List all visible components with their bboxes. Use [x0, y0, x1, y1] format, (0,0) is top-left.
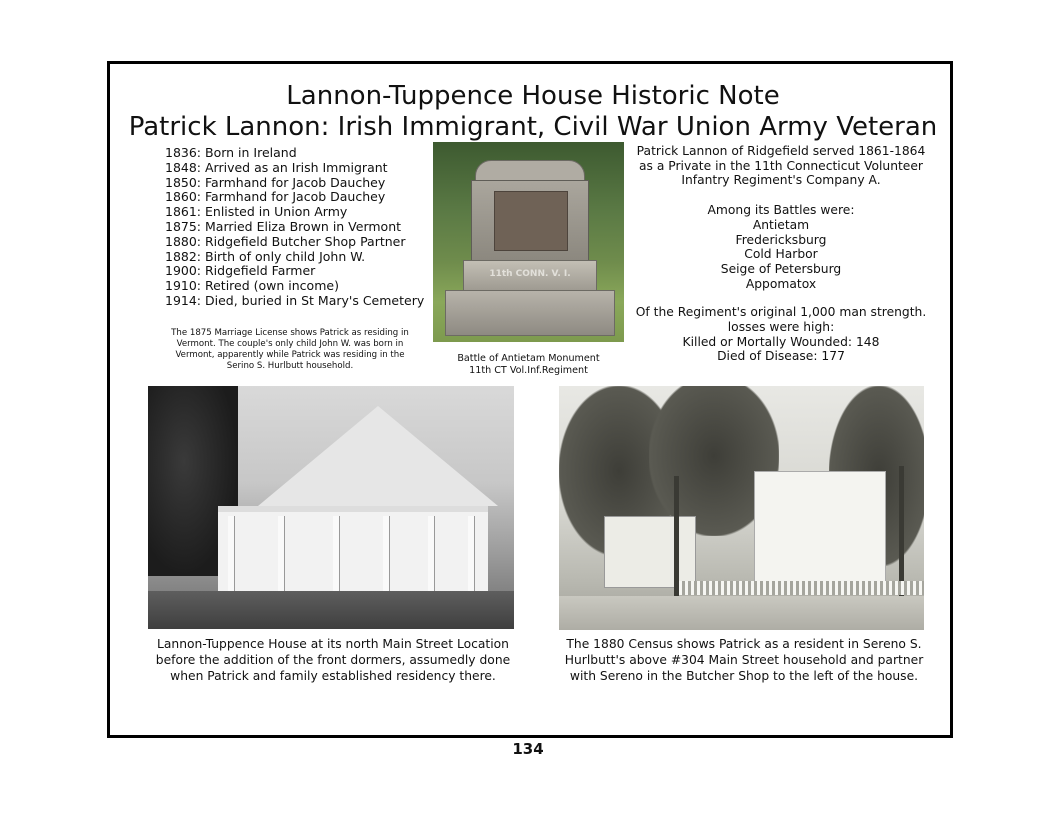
monument-caption: [433, 353, 624, 377]
lannon-tuppence-house-photo: [148, 386, 514, 629]
house-photo-caption: [148, 636, 518, 684]
battle-item: Cold Harbor: [744, 247, 818, 262]
caption-line: The 1880 Census shows Patrick as a resident in Sereno S.: [566, 637, 922, 651]
page-number: 134: [512, 740, 544, 758]
caption-line: Lannon-Tuppence House at its north Main Street Location: [157, 637, 509, 651]
antietam-monument-photo: [433, 142, 624, 342]
porch-column: [383, 516, 389, 596]
losses-line: Died of Disease: 177: [717, 349, 845, 364]
service-line: as a Private in the 11th Connecticut Volunteer: [639, 158, 923, 173]
picket-fence: [679, 581, 924, 595]
street: [559, 596, 924, 630]
tree-trunk: [899, 466, 904, 596]
monument-body: [471, 180, 589, 264]
caption-line: when Patrick and family established residency there.: [170, 669, 496, 683]
porch-column: [333, 516, 339, 596]
monument-relief-panel: [494, 191, 568, 251]
page-title: Lannon-Tuppence House Historic Note: [286, 81, 780, 111]
battle-item: Fredericksburg: [735, 232, 827, 247]
battle-item: Appomatox: [745, 276, 817, 291]
census-photo-caption: [559, 636, 929, 684]
service-line: Infantry Regiment's Company A.: [681, 173, 881, 188]
timeline-item: 1875: Married Eliza Brown in Vermont: [165, 218, 402, 234]
monument-caption-line: Battle of Antietam Monument: [457, 353, 600, 364]
life-timeline: [165, 146, 424, 309]
marriage-license-note: The 1875 Marriage License shows Patrick as residing in Vermont. The couple's only child John W. was born in Vermont, apparently while Patrick was residing in the Serino S. Hurlbutt household.: [171, 328, 409, 371]
page-subtitle: Patrick Lannon: Irish Immigrant, Civil War Union Army Veteran: [128, 112, 938, 142]
timeline-item: 1861: Enlisted in Union Army: [165, 204, 348, 220]
timeline-item: 1910: Retired (own income): [165, 278, 339, 294]
service-line: Patrick Lannon of Ridgefield served 1861-1864: [636, 144, 926, 158]
monument-caption-line: 11th CT Vol.Inf.Regiment: [469, 365, 588, 376]
caption-line: Hurlbutt's above #304 Main Street household and partner: [564, 653, 924, 667]
battle-item: Seige of Petersburg: [720, 261, 842, 276]
timeline-item: 1836: Born in Ireland: [165, 145, 297, 160]
ground: [148, 591, 514, 629]
porch-column: [228, 516, 234, 596]
timeline-item: 1900: Ridgefield Farmer: [165, 263, 316, 279]
timeline-item: 1880: Ridgefield Butcher Shop Partner: [165, 233, 406, 249]
page-frame: [107, 61, 953, 738]
timeline-item: 1914: Died, buried in St Mary's Cemetery: [165, 292, 425, 308]
monument-inscription: 11th CONN. V. I.: [489, 269, 571, 279]
losses-line: Killed or Mortally Wounded: 148: [682, 334, 880, 349]
battles-heading: Among its Battles were:: [707, 203, 855, 218]
timeline-item: 1860: Farmhand for Jacob Dauchey: [165, 189, 386, 205]
losses-line: Of the Regiment's original 1,000 man strength.: [635, 305, 927, 320]
hurlbutt-house: [754, 471, 886, 583]
timeline-item: 1850: Farmhand for Jacob Dauchey: [165, 174, 386, 190]
battle-item: Antietam: [752, 217, 810, 232]
timeline-item: 1882: Birth of only child John W.: [165, 248, 366, 264]
losses-line: losses were high:: [727, 320, 835, 335]
caption-line: with Sereno in the Butcher Shop to the left of the house.: [569, 669, 919, 683]
service-summary: [635, 144, 927, 364]
porch-column: [428, 516, 434, 596]
butcher-shop: [604, 516, 696, 588]
hurlbutt-household-photo: [559, 386, 924, 630]
porch-column: [468, 516, 474, 596]
monument-base: [445, 290, 615, 336]
caption-line: before the addition of the front dormers, assumedly done: [155, 653, 511, 667]
porch-column: [278, 516, 284, 596]
house-roof: [258, 406, 498, 506]
monument-inscription-block: [463, 260, 597, 294]
house-porch: [218, 506, 488, 602]
timeline-item: 1848: Arrived as an Irish Immigrant: [165, 159, 388, 175]
